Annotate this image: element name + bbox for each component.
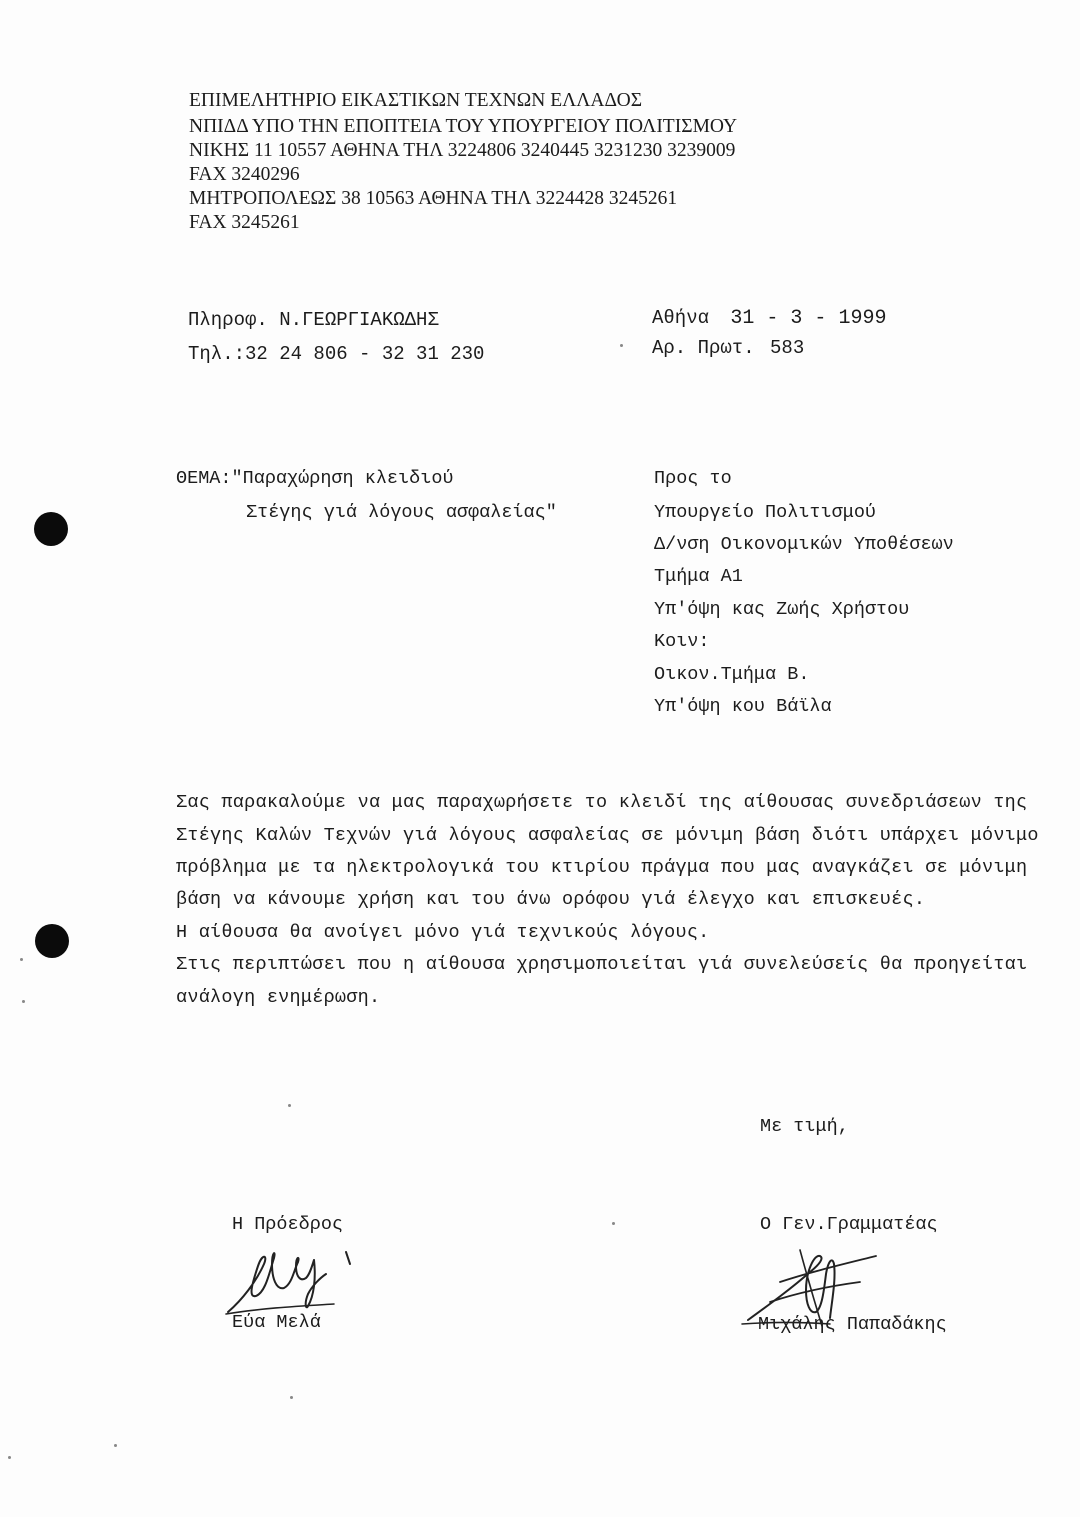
scan-speck [20, 958, 23, 961]
punch-hole-bottom [35, 924, 69, 958]
reference-date: 31 - 3 - 1999 [730, 307, 887, 330]
letterhead-line-2: ΝΠΙΔΔ ΥΠΟ ΤΗΝ ΕΠΟΠΤΕΙΑ ΤΟΥ ΥΠΟΥΡΓΕΙΟΥ ΠΟΛΙΤΙΣΜΟΥ [189, 116, 738, 137]
scan-speck [290, 1396, 293, 1399]
left-signatory-name: Εύα Μελά [232, 1312, 321, 1333]
recipient-line-2: Υπουργείο Πολιτισμού [654, 502, 877, 523]
letterhead-fax-2: FAX 3245261 [189, 212, 300, 233]
reference-protocol-line [652, 336, 804, 360]
scan-speck [288, 1104, 291, 1107]
scan-speck [114, 1444, 117, 1447]
body-line-5: Η αίθουσα θα ανοίγει μόνο γιά τεχνικούς λόγους. [176, 922, 710, 943]
recipient-line-8: Υπ'όψη κου Βάϊλα [654, 696, 832, 717]
body-line-4: βάση να κάνουμε χρήση και του άνω ορόφου γιά έλεγχο και επισκευές. [176, 889, 926, 910]
scan-speck [612, 1222, 615, 1225]
scan-speck [8, 1456, 11, 1459]
recipient-line-5: Υπ'όψη κας Ζωής Χρήστου [654, 599, 910, 620]
scan-speck [22, 1000, 25, 1003]
reference-protocol-number: 583 [770, 337, 805, 359]
punch-hole-top [34, 512, 68, 546]
subject-line-1: ΘΕΜΑ:"Παραχώρηση κλειδιού [176, 468, 454, 489]
letterhead-fax-1: FAX 3240296 [189, 164, 300, 185]
letterhead-line-1: ΕΠΙΜΕΛΗΤΗΡΙΟ ΕΙΚΑΣΤΙΚΩΝ ΤΕΧΝΩΝ ΕΛΛΑΔΟΣ [189, 90, 643, 111]
subject-line-2: Στέγης γιά λόγους ασφαλείας" [246, 502, 557, 523]
recipient-line-4: Τμήμα Α1 [654, 566, 743, 587]
reference-place-label: Αθήνα [652, 307, 710, 329]
right-signatory-title: Ο Γεν.Γραμματέας [760, 1214, 938, 1235]
body-line-7: ανάλογη ενημέρωση. [176, 987, 381, 1008]
left-signature-scribble [222, 1234, 372, 1324]
recipient-line-6: Κοιν: [654, 631, 710, 652]
letterhead-address-2: ΜΗΤΡΟΠΟΛΕΩΣ 38 10563 ΑΘΗΝΑ ΤΗΛ 3224428 3245261 [189, 188, 678, 209]
body-line-2: Στέγης Καλών Τεχνών γιά λόγους ασφαλείας σε μόνιμη βάση διότι υπάρχει μόνιμο [176, 825, 1039, 846]
info-phone: Τηλ.:32 24 806 - 32 31 230 [188, 343, 485, 365]
reference-protocol-label: Αρ. Πρωτ. [652, 337, 755, 359]
info-contact: Πληροφ. Ν.ΓΕΩΡΓΙΑΚΩΔΗΣ [188, 309, 439, 331]
body-line-1: Σας παρακαλούμε να μας παραχωρήσετε το κλειδί της αίθουσας συνεδριάσεων της [176, 792, 1028, 813]
body-line-3: πρόβλημα με τα ηλεκτρολογικά του κτιρίου πράγμα που μας αναγκάζει σε μόνιμη [176, 857, 1028, 878]
closing-text: Με τιμή, [760, 1116, 849, 1137]
body-line-6: Στις περιπτώσει που η αίθουσα χρησιμοποιείται γιά συνελεύσείς θα προηγείται [176, 954, 1028, 975]
recipient-line-1: Προς το [654, 468, 732, 489]
letterhead-address-1: ΝΙΚΗΣ 11 10557 ΑΘΗΝΑ ΤΗΛ 3224806 3240445 3231230 3239009 [189, 140, 736, 161]
left-signatory-title: Η Πρόεδρος [232, 1214, 344, 1235]
reference-date-line [652, 306, 886, 331]
recipient-line-7: Οικον.Τμήμα Β. [654, 664, 810, 685]
right-signatory-name: Μιχάλης Παπαδάκης [758, 1314, 947, 1335]
scan-speck [620, 344, 623, 347]
right-signature-scribble [740, 1242, 890, 1332]
recipient-line-3: Δ/νση Οικονομικών Υποθέσεων [654, 534, 954, 555]
